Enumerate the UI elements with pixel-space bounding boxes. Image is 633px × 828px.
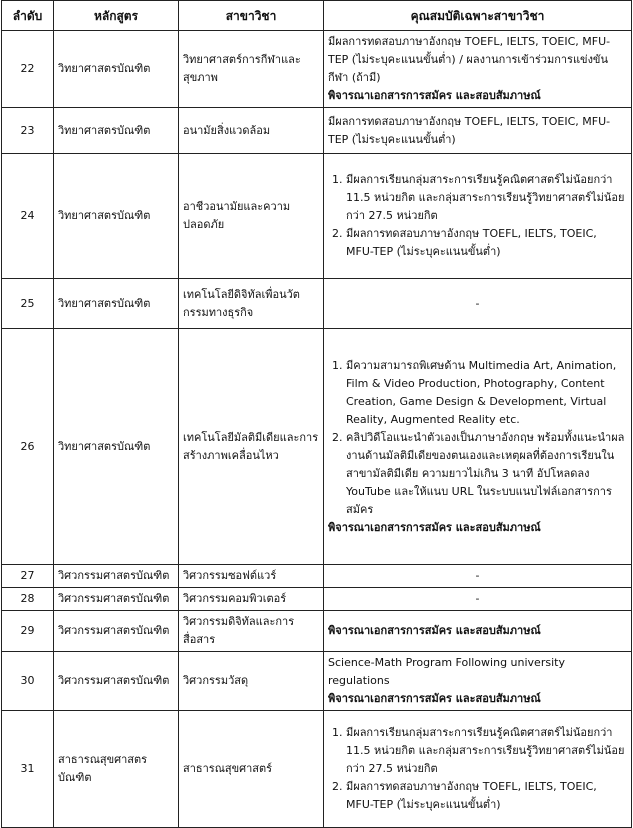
table-row [2, 279, 632, 329]
row-qualification [324, 565, 632, 588]
qualification-note: พิจารณาเอกสารการสมัคร และสอบสัมภาษณ์ [328, 520, 541, 534]
header-no: ลำดับ [2, 1, 54, 31]
row-qualification [324, 108, 632, 154]
table-row [2, 329, 632, 565]
row-qualification [324, 31, 632, 108]
table-row [2, 154, 632, 279]
qualification-text: Science-Math Program Following university regulations [328, 656, 565, 687]
row-major: วิศวกรรมดิจิทัลและการสื่อสาร [179, 611, 324, 652]
row-major: เทคโนโลยีดิจิทัลเพื่อนวัตกรรมทางธุรกิจ [179, 279, 324, 329]
qualification-note: พิจารณาเอกสารการสมัคร และสอบสัมภาษณ์ [328, 89, 541, 102]
qualification-note: พิจารณาเอกสารการสมัคร และสอบสัมภาษณ์ [328, 692, 541, 705]
row-number: 27 [2, 565, 54, 588]
qualification-item: 1. มีความสามารถพิเศษด้าน Multimedia Art, Animation, Film & Video Production, Photography, Content Creation, Game Design & Development, Virtual Reality, Augmented Reality etc. [346, 357, 627, 429]
table-row [2, 108, 632, 154]
table-row [2, 565, 632, 588]
row-major: วิทยาศาสตร์การกีฬาและสุขภาพ [179, 31, 324, 108]
row-number: 23 [2, 108, 54, 154]
table-row [2, 31, 632, 108]
header-row [2, 1, 632, 31]
row-number: 31 [2, 711, 54, 828]
qualification-item: 1. มีผลการเรียนกลุ่มสาระการเรียนรู้คณิตศาสตร์ไม่น้อยกว่า 11.5 หน่วยกิต และกลุ่มสาระการเรียนรู้วิทยาศาสตร์ไม่น้อยกว่า 27.5 หน่วยกิต [346, 724, 627, 778]
header-qualification: คุณสมบัติเฉพาะสาขาวิชา [324, 1, 632, 31]
qualification-item: 2. มีผลการทดสอบภาษาอังกฤษ TOEFL, IELTS, TOEIC, MFU-TEP (ไม่ระบุคะแนนขั้นต่ำ) [346, 225, 627, 261]
row-qualification [324, 588, 632, 611]
header-program: หลักสูตร [54, 1, 179, 31]
row-program: วิทยาศาสตรบัณฑิต [54, 329, 179, 565]
row-number: 26 [2, 329, 54, 565]
row-program: วิศวกรรมศาสตรบัณฑิต [54, 565, 179, 588]
row-program: สาธารณสุขศาสตรบัณฑิต [54, 711, 179, 828]
row-major: อนามัยสิ่งแวดล้อม [179, 108, 324, 154]
row-major: วิศวกรรมวัสดุ [179, 652, 324, 711]
table-row [2, 652, 632, 711]
row-program: วิทยาศาสตรบัณฑิต [54, 154, 179, 279]
row-qualification [324, 329, 632, 565]
header-major: สาขาวิชา [179, 1, 324, 31]
row-number: 30 [2, 652, 54, 711]
qualification-text: - [475, 569, 480, 582]
qualification-note: พิจารณาเอกสารการสมัคร และสอบสัมภาษณ์ [328, 624, 541, 637]
row-qualification [324, 154, 632, 279]
row-number: 22 [2, 31, 54, 108]
qualification-item: 2. มีผลการทดสอบภาษาอังกฤษ TOEFL, IELTS, TOEIC, MFU-TEP (ไม่ระบุคะแนนขั้นต่ำ) [346, 778, 627, 814]
table-row [2, 711, 632, 828]
row-major: สาธารณสุขศาสตร์ [179, 711, 324, 828]
row-program: วิศวกรรมศาสตรบัณฑิต [54, 652, 179, 711]
row-program: วิทยาศาสตรบัณฑิต [54, 31, 179, 108]
row-number: 24 [2, 154, 54, 279]
table-row [2, 611, 632, 652]
qualification-table [1, 0, 632, 828]
row-qualification [324, 611, 632, 652]
row-program: วิทยาศาสตรบัณฑิต [54, 279, 179, 329]
row-major: อาชีวอนามัยและความปลอดภัย [179, 154, 324, 279]
row-number: 28 [2, 588, 54, 611]
qualification-text: มีผลการทดสอบภาษาอังกฤษ TOEFL, IELTS, TOEIC, MFU-TEP (ไม่ระบุคะแนนขั้นต่ำ) / ผลงานการเข้าร่วมการแข่งขันกีฬา (ถ้ามี) [328, 35, 611, 84]
row-major: วิศวกรรมคอมพิวเตอร์ [179, 588, 324, 611]
row-number: 29 [2, 611, 54, 652]
row-program: วิศวกรรมศาสตรบัณฑิต [54, 588, 179, 611]
qualification-text: มีผลการทดสอบภาษาอังกฤษ TOEFL, IELTS, TOEIC, MFU-TEP (ไม่ระบุคะแนนขั้นต่ำ) [328, 114, 611, 146]
table-row [2, 588, 632, 611]
qualification-text: - [475, 592, 480, 605]
qualification-item: 1. มีผลการเรียนกลุ่มสาระการเรียนรู้คณิตศาสตร์ไม่น้อยกว่า 11.5 หน่วยกิต และกลุ่มสาระการเรียนรู้วิทยาศาสตร์ไม่น้อยกว่า 27.5 หน่วยกิต [346, 171, 627, 225]
qualification-text: - [475, 296, 480, 310]
row-qualification [324, 711, 632, 828]
row-qualification [324, 652, 632, 711]
row-program: วิศวกรรมศาสตรบัณฑิต [54, 611, 179, 652]
row-qualification [324, 279, 632, 329]
row-number: 25 [2, 279, 54, 329]
row-major: เทคโนโลยีมัลติมีเดียและการสร้างภาพเคลื่อนไหว [179, 329, 324, 565]
row-program: วิทยาศาสตรบัณฑิต [54, 108, 179, 154]
qualification-item: 2. คลิปวิดีโอแนะนำตัวเองเป็นภาษาอังกฤษ พร้อมทั้งแนะนำผลงานด้านมัลติมีเดียของตนเองและเหตุผลที่ต้องการเรียนในสาขามัลติมีเดีย ความยาวไม่เกิน 3 นาที อัปโหลดลง YouTube และให้แนบ URL ในระบบแนบไฟล์เอกสารการสมัคร [346, 429, 627, 519]
row-major: วิศวกรรมซอฟต์แวร์ [179, 565, 324, 588]
